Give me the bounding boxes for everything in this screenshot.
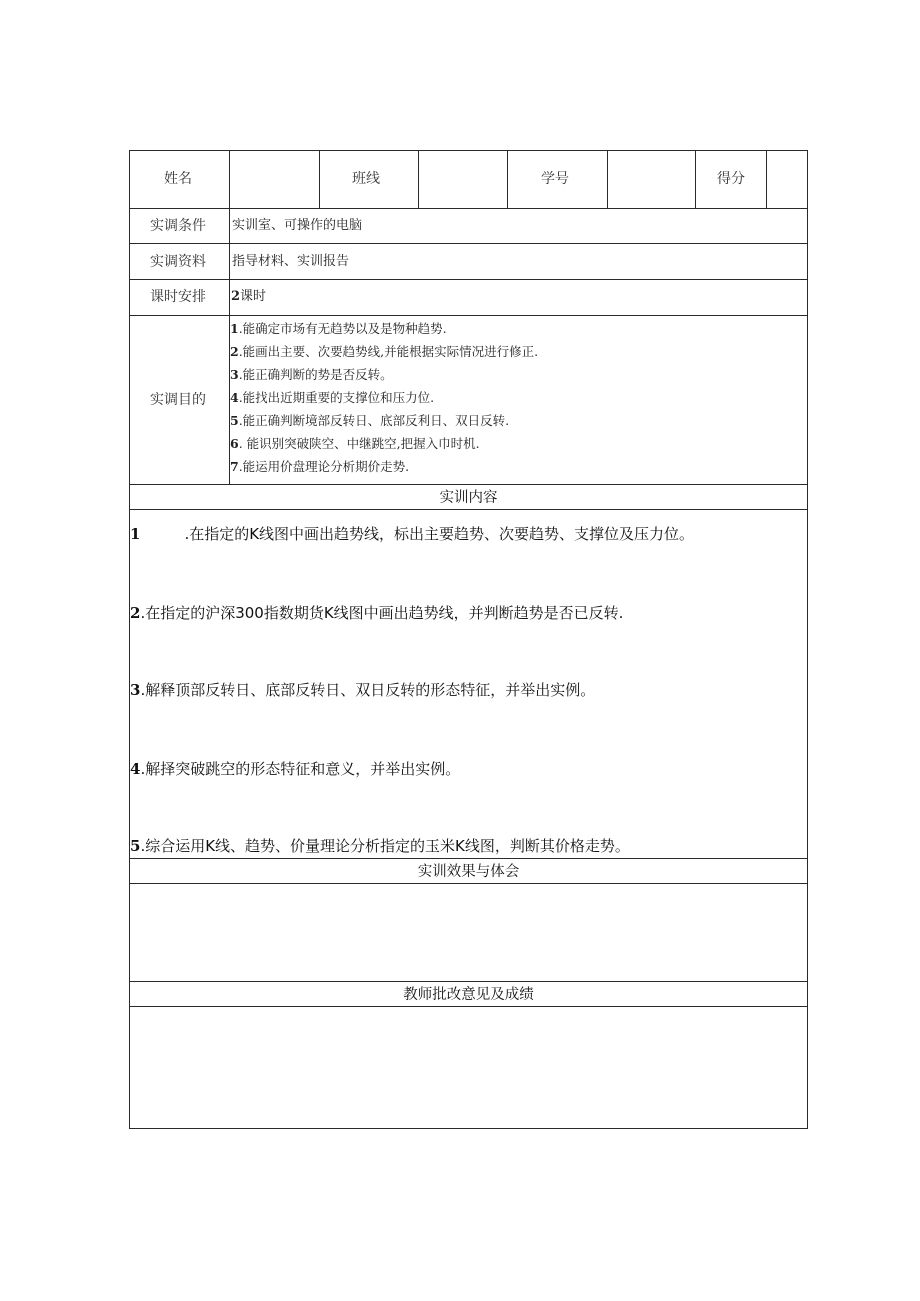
row-divider [129,484,808,485]
name-field[interactable] [230,151,319,208]
row-divider [129,243,808,244]
hours-number: 2 [231,289,241,304]
objective-item: 1.能确定市场有无趋势以及是物种趋势. [230,321,447,336]
row-divider [129,981,808,982]
content-section-title: 实训内容 [439,490,498,506]
objectives-label: 实调目的 [150,392,206,408]
border-right [807,150,808,1129]
row-divider [129,279,808,280]
row-divider [129,858,808,859]
col-divider [507,150,508,209]
row-divider [129,315,808,316]
score-label: 得分 [717,171,745,187]
row-divider [129,208,808,209]
col-divider [319,150,320,209]
col-divider [695,150,696,209]
effect-section-title: 实训效果与体会 [417,864,520,880]
content-item: 5.综合运用K线、趋势、价量理论分析指定的玉米K线图，判断其价格走势。 [130,837,630,855]
report-form [129,150,808,1129]
score-field[interactable] [767,151,807,208]
class-label: 班线 [352,171,380,187]
hours-unit: 课时 [240,289,267,304]
student-id-label: 学号 [541,171,569,187]
hours-value [231,290,266,303]
conditions-value: 实训室、可操作的电脑 [232,218,363,233]
class-field[interactable] [419,151,507,208]
materials-value: 指导材料、实训报告 [232,254,350,269]
objective-item: 4.能找出近期重要的支撑位和压力位. [230,390,435,405]
border-left [129,150,130,1129]
objective-item: 3.能正确判断的势是否反转。 [230,367,393,382]
content-item: 3.解释顶部反转日、底部反转日、双日反转的形态特征，并举出实例。 [130,681,596,699]
content-item: 2.在指定的沪深300指数期货K线图中画出趋势线，并判断趋势是否已反转. [130,604,624,622]
teacher-section-title: 教师批改意见及成绩 [403,987,534,1003]
border-bottom [129,1128,808,1129]
content-item: 4.解择突破跳空的形态特征和意义，并举出实例。 [130,760,461,778]
hours-label: 课时安排 [150,289,206,305]
content-item: 1 .在指定的K线图中画出趋势线，标出主要趋势、次要趋势、支撑位及压力位。 [130,525,695,543]
conditions-label: 实调条件 [150,218,206,234]
row-divider [129,509,808,510]
materials-label: 实调资料 [150,254,206,270]
objective-item: 6. 能识别突破陕空、中继跳空,把握入巾时机. [230,436,480,451]
effect-field[interactable] [130,884,807,981]
objective-item: 2.能画出主要、次要趋势线,并能根据实际情况进行修正. [230,344,539,359]
student-id-field[interactable] [608,151,695,208]
objective-item: 7.能运用价盘理论分析期价走势. [230,459,410,474]
name-label: 姓名 [164,171,192,187]
objective-item: 5.能正确判断境部反转日、底部反利日、双日反转. [230,413,510,428]
teacher-comment-field[interactable] [130,1007,807,1128]
